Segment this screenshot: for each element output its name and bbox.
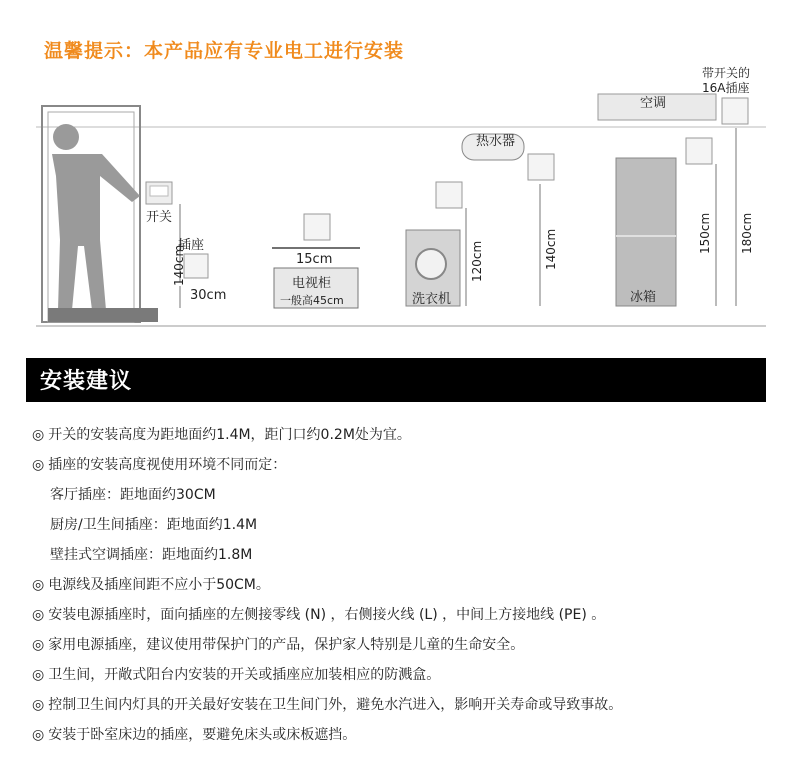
bullet-icon: ◎ xyxy=(32,607,45,623)
switch-label: 开关 xyxy=(146,210,173,225)
tip-text: 安装于卧室床边的插座，要避免床头或床板遮挡。 xyxy=(48,727,357,743)
warning-text: 温馨提示：本产品应有专业电工进行安装 xyxy=(44,40,405,62)
fridge-shape xyxy=(616,158,676,306)
tip-item xyxy=(32,630,777,660)
section-banner xyxy=(26,358,766,402)
tip-text: 开关的安装高度为距地面约1.4M，距门口约0.2M处为宜。 xyxy=(48,427,411,443)
tip-item xyxy=(32,660,777,690)
bullet-icon: ◎ xyxy=(32,457,45,473)
floor-mat xyxy=(48,308,158,322)
tv-height-label: 15cm xyxy=(296,252,333,267)
socket-plate xyxy=(184,254,208,278)
tip-item xyxy=(32,600,777,630)
tip-item xyxy=(32,570,777,600)
tip-text: 客厅插座：距地面约30CM xyxy=(50,487,216,503)
section-title: 安装建议 xyxy=(40,369,133,394)
height-140-label: 140cm xyxy=(172,244,186,286)
washer-label: 洗衣机 xyxy=(412,292,452,307)
tip-text: 电源线及插座间距不应小于50CM。 xyxy=(48,577,270,593)
tip-text: 壁挂式空调插座：距地面约1.8M xyxy=(50,547,253,563)
switch-socket-label-line1: 带开关的 xyxy=(702,66,751,80)
diagram-drawing xyxy=(0,0,790,340)
height-120-label: 120cm xyxy=(470,240,484,282)
bullet-icon: ◎ xyxy=(32,427,45,443)
bullet-icon: ◎ xyxy=(32,727,45,743)
socket-label: 插座 xyxy=(178,238,205,253)
installation-height-diagram xyxy=(0,0,790,340)
tv-cabinet-note: 一般高45cm xyxy=(280,294,344,307)
person-icon xyxy=(52,124,140,310)
height-180-label: 180cm xyxy=(740,212,754,254)
fridge-label: 冰箱 xyxy=(630,290,657,305)
tip-item xyxy=(32,720,777,750)
tip-item xyxy=(32,510,777,540)
tip-text: 插座的安装高度视使用环境不同而定： xyxy=(48,457,287,473)
bullet-icon: ◎ xyxy=(32,637,45,653)
tip-item xyxy=(32,450,777,480)
bullet-icon: ◎ xyxy=(32,667,45,683)
water-heater-label: 热水器 xyxy=(476,134,516,149)
tip-item xyxy=(32,420,777,450)
height-150-label: 150cm xyxy=(698,212,712,254)
tv-socket xyxy=(304,214,330,240)
bullet-icon: ◎ xyxy=(32,697,45,713)
fridge-socket xyxy=(686,138,712,164)
installation-tips-list xyxy=(32,420,777,750)
tip-text: 家用电源插座，建议使用带保护门的产品，保护家人特别是儿童的生命安全。 xyxy=(48,637,525,653)
heater-socket xyxy=(528,154,554,180)
tip-text: 安装电源插座时，面向插座的左侧接零线 (N) ，右侧接火线 (L) ，中间上方接地线 (PE) 。 xyxy=(48,607,606,623)
aircon-socket xyxy=(722,98,748,124)
washer-socket xyxy=(436,182,462,208)
tip-text: 卫生间，开敞式阳台内安装的开关或插座应加装相应的防溅盒。 xyxy=(48,667,441,683)
tip-item xyxy=(32,540,777,570)
tv-cabinet-label: 电视柜 xyxy=(292,276,332,291)
height-30-label: 30cm xyxy=(190,288,227,303)
tip-text: 控制卫生间内灯具的开关最好安装在卫生间门外，避免水汽进入，影响开关寿命或导致事故。 xyxy=(48,697,623,713)
height-140b-label: 140cm xyxy=(544,228,558,270)
bullet-icon: ◎ xyxy=(32,577,45,593)
tip-item xyxy=(32,690,777,720)
tip-text: 厨房/卫生间插座：距地面约1.4M xyxy=(50,517,258,533)
aircon-label: 空调 xyxy=(640,96,667,111)
switch-socket-label-line2: 16A插座 xyxy=(702,81,750,95)
tip-item xyxy=(32,480,777,510)
